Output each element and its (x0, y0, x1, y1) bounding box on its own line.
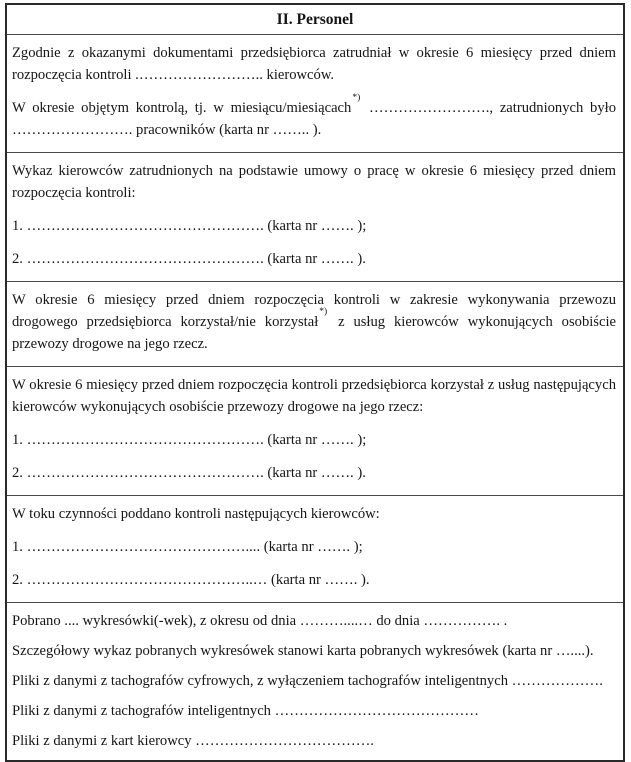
row-employed-drivers-list (7, 152, 623, 281)
list-item-driver-1 (12, 215, 616, 237)
paragraph-text: Zgodnie z okazanymi dokumentami przedsiębiorca zatrudniał w okresie 6 miesięcy przed dniem rozpoczęcia kontroli .…………………….. kierowców. (12, 45, 616, 83)
paragraph-text: W okresie objętym kontrolą, tj. w miesiącu/miesiącach (12, 100, 352, 116)
list-item-driver-2 (12, 248, 616, 270)
paragraph-charts-card-reference (12, 640, 616, 662)
paragraph-text: ……………………., zatrudnionych było ……………………. pracowników (karta nr …….. ). (12, 100, 617, 138)
row-personal-services-statement (7, 281, 623, 366)
paragraph-text: Wykaz kierowców zatrudnionych na podstawie umowy o pracę w okresie 6 miesięcy przed dniem rozpoczęcia kontroli: (12, 163, 616, 201)
section-header (7, 5, 623, 34)
paragraph-charts-collected (12, 610, 616, 632)
paragraph-text: 2. …………………………………………. (karta nr ……. ). (12, 465, 366, 481)
row-inspected-drivers-list (7, 495, 623, 602)
row-tachograph-records (7, 602, 623, 760)
paragraph-inspected-drivers-intro (12, 503, 616, 525)
paragraph-personal-services-statement (12, 289, 616, 355)
paragraph-text: W okresie 6 miesięcy przed dniem rozpoczęcia kontroli w zakresie wykonywania przewozu drogowego przedsiębiorca korzystał/nie korzystał (12, 292, 616, 330)
row-employment-summary (7, 34, 623, 152)
personnel-section-table (5, 3, 625, 762)
paragraph-employed-drivers-count (12, 42, 616, 86)
paragraph-text: 1. …………………………………………. (karta nr ……. ); (12, 218, 367, 234)
paragraph-text: Pliki z danymi z tachografów inteligentnych …………………………………… (12, 703, 479, 719)
footnote-marker: *) (319, 307, 328, 318)
paragraph-smart-tachograph-files (12, 700, 616, 722)
list-item-driver-2 (12, 462, 616, 484)
paragraph-digital-tachograph-files (12, 670, 616, 692)
section-title: II. Personel (276, 11, 354, 28)
row-personal-services-drivers-list (7, 366, 623, 495)
paragraph-text: 1. ……………………………………….... (karta nr ……. ); (12, 539, 363, 555)
list-item-driver-2 (12, 569, 616, 591)
paragraph-text: 2. …………………………………………. (karta nr ……. ). (12, 251, 366, 267)
paragraph-employees-in-period (12, 93, 617, 141)
paragraph-text: 1. …………………………………………. (karta nr ……. ); (12, 432, 367, 448)
paragraph-employed-drivers-list-intro (12, 160, 616, 204)
paragraph-text: 2. ………………………………………..… (karta nr ……. ). (12, 572, 370, 588)
paragraph-text: W toku czynności poddano kontroli następujących kierowców: (12, 506, 380, 522)
paragraph-text: Pliki z danymi z kart kierowcy ………………………………. (12, 733, 374, 749)
list-item-driver-1 (12, 536, 616, 558)
list-item-driver-1 (12, 429, 616, 451)
paragraph-text: z usług kierowców wykonujących osobiście przewozy drogowe na jego rzecz. (12, 314, 616, 352)
paragraph-driver-card-files (12, 730, 616, 752)
paragraph-text: W okresie 6 miesięcy przed dniem rozpoczęcia kontroli przedsiębiorca korzystał z usług następujących kierowców wykonujących osobiście przewozy drogowe na jego rzecz: (12, 377, 616, 415)
paragraph-text: Pliki z danymi z tachografów cyfrowych, z wyłączeniem tachografów inteligentnych ………………. (12, 673, 603, 689)
footnote-marker: *) (352, 93, 361, 104)
paragraph-text: Pobrano .... wykresówki(-wek), z okresu od dnia ………....… do dnia ……………. . (12, 613, 508, 629)
paragraph-text: Szczegółowy wykaz pobranych wykresówek stanowi karta pobranych wykresówek (karta nr …....). (12, 643, 594, 659)
paragraph-personal-services-list-intro (12, 374, 616, 418)
